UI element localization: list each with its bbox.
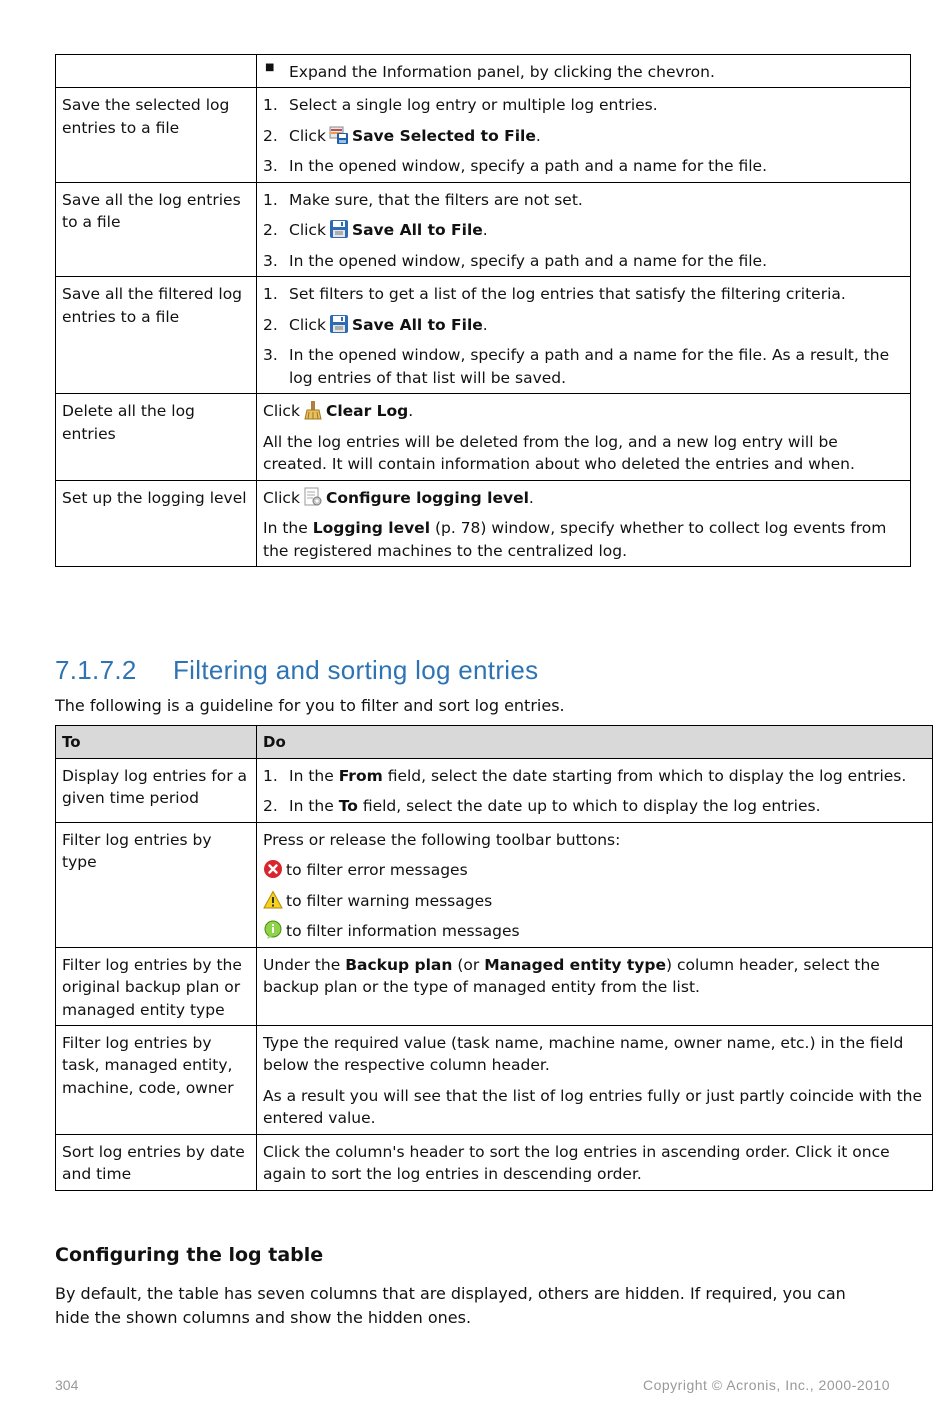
do-cell: 1. Select a single log entry or multiple log entries. 2. Click Save Selected to File. 3. In the opened window, specify a path and a name for the file.	[257, 88, 911, 182]
do-cell: Click Configure logging level. In the Logging level (p. 78) window, specify whether to collect log events from the registered machines to the centralized log.	[257, 480, 911, 566]
to-cell: Filter log entries by task, managed entity, machine, code, owner	[56, 1025, 257, 1134]
to-cell: Save all the log entries to a file	[56, 182, 257, 276]
do-cell: Type the required value (task name, machine name, owner name, etc.) in the field below the respective column header. As a result you will see that the list of log entries fully or just partly coincide with the entered value.	[257, 1025, 933, 1134]
configure-logging-icon	[303, 487, 323, 507]
to-cell: Delete all the log entries	[56, 394, 257, 480]
table-row	[56, 822, 933, 947]
filter-sort-table	[55, 725, 933, 1191]
do-cell: 1. In the From field, select the date starting from which to display the log entries. 2. In the To field, select the date up to which to display the log entries.	[257, 758, 933, 822]
do-cell: Click Clear Log. All the log entries will be deleted from the log, and a new log entry will be created. It will contain information about who deleted the entries and when.	[257, 394, 911, 480]
to-cell: Sort log entries by date and time	[56, 1134, 257, 1190]
section-heading: 7.1.7.2 Filtering and sorting log entries	[55, 655, 539, 685]
floppy-disk-icon	[329, 219, 349, 239]
floppy-disk-icon	[329, 314, 349, 334]
to-cell: Save all the filtered log entries to a file	[56, 277, 257, 394]
table-row	[56, 1134, 933, 1190]
to-cell: Set up the logging level	[56, 480, 257, 566]
to-cell: Filter log entries by type	[56, 822, 257, 947]
do-cell: 1. Make sure, that the filters are not set. 2. Click Save All to File. 3. In the opened window, specify a path and a name for the file.	[257, 182, 911, 276]
do-cell: Press or release the following toolbar buttons: to filter error messages to filter warning messages to filter information messages	[257, 822, 933, 947]
table-row	[56, 182, 911, 276]
warning-icon	[263, 890, 283, 910]
table-header-row	[56, 726, 933, 759]
do-header: Do	[257, 726, 933, 759]
table-row	[56, 277, 911, 394]
copyright: Copyright © Acronis, Inc., 2000-2010	[643, 1377, 890, 1393]
do-cell: 1. Set filters to get a list of the log entries that satisfy the filtering criteria. 2. Click Save All to File. 3. In the opened window, specify a path and a name for the file. As a result, the log entries of that list will be saved.	[257, 277, 911, 394]
table-row	[56, 55, 911, 88]
table-row	[56, 480, 911, 566]
to-cell	[56, 55, 257, 88]
bullet-marker: ■	[265, 62, 275, 73]
broom-icon	[303, 400, 323, 420]
save-selected-icon	[329, 125, 349, 145]
to-cell: Save the selected log entries to a file	[56, 88, 257, 182]
table-row	[56, 88, 911, 182]
table-row	[56, 758, 933, 822]
error-icon	[263, 859, 283, 879]
do-cell: Click the column's header to sort the log entries in ascending order. Click it once again to sort the log entries in descending order.	[257, 1134, 933, 1190]
to-cell: Filter log entries by the original backup plan or managed entity type	[56, 947, 257, 1025]
do-cell: Under the Backup plan (or Managed entity type) column header, select the backup plan or the type of managed entity from the list.	[257, 947, 933, 1025]
table-row	[56, 394, 911, 480]
subheading: Configuring the log table	[55, 1244, 324, 1266]
to-cell: Display log entries for a given time period	[56, 758, 257, 822]
body-text: By default, the table has seven columns that are displayed, others are hidden. If required, you can hide the shown columns and show the hidden ones.	[55, 1284, 846, 1327]
to-header: To	[56, 726, 257, 759]
page-number: 304	[55, 1377, 79, 1393]
table-row	[56, 1025, 933, 1134]
table-row	[56, 947, 933, 1025]
actions-table	[55, 54, 911, 567]
intro-text: The following is a guideline for you to filter and sort log entries.	[55, 696, 565, 715]
do-cell: ■ Expand the Information panel, by clicking the chevron.	[257, 55, 911, 88]
information-icon	[263, 920, 283, 940]
